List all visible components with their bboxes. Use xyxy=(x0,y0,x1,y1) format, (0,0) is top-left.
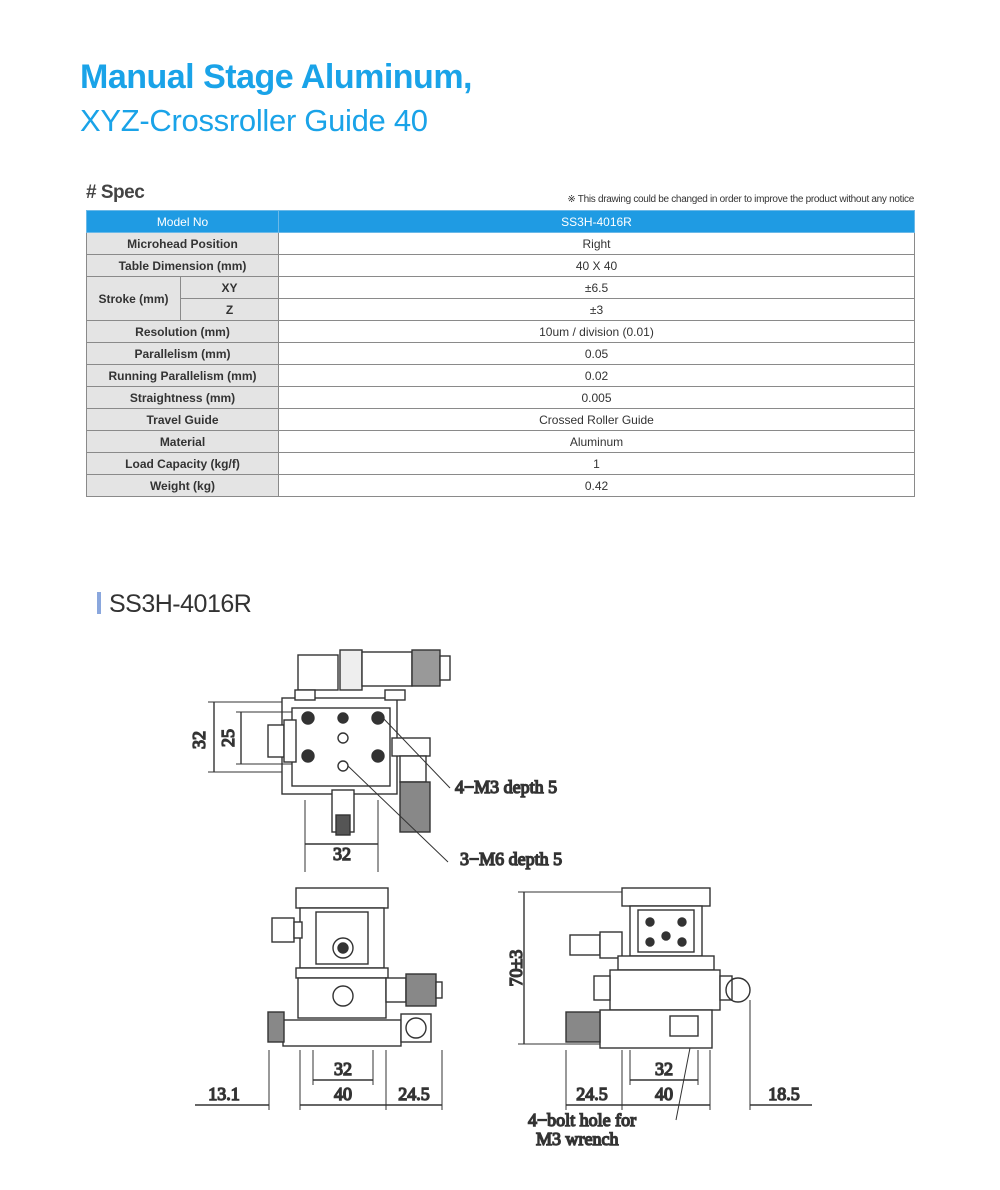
table-row xyxy=(87,343,915,365)
notice-text: ※ This drawing could be changed in order to improve the product without any notice xyxy=(567,194,914,205)
top-dim-32-vertical: 32 xyxy=(189,731,209,749)
row-label: Table Dimension (mm) xyxy=(87,255,279,277)
row-label: Running Parallelism (mm) xyxy=(87,365,279,387)
top-view xyxy=(208,650,450,872)
row-sublabel: Z xyxy=(181,299,279,321)
top-dim-25-vertical: 25 xyxy=(218,729,238,747)
row-label: Material xyxy=(87,431,279,453)
row-sublabel: XY xyxy=(181,277,279,299)
side-dim-40: 40 xyxy=(655,1084,673,1104)
row-label: Load Capacity (kg/f) xyxy=(87,453,279,475)
model-heading xyxy=(97,590,251,619)
front-view xyxy=(195,888,442,1110)
page-title: Manual Stage Aluminum, xyxy=(80,58,473,96)
table-row xyxy=(87,387,915,409)
table-row xyxy=(87,211,915,233)
row-value: Crossed Roller Guide xyxy=(279,409,915,431)
header-value: SS3H-4016R xyxy=(279,211,915,233)
page-subtitle: XYZ-Crossroller Guide 40 xyxy=(80,103,428,138)
front-dim-right: 24.5 xyxy=(398,1084,430,1104)
front-dim-left: 13.1 xyxy=(208,1084,240,1104)
row-label: Microhead Position xyxy=(87,233,279,255)
row-value: ±3 xyxy=(279,299,915,321)
table-row xyxy=(87,431,915,453)
row-label: Parallelism (mm) xyxy=(87,343,279,365)
table-row xyxy=(87,409,915,431)
front-dim-32: 32 xyxy=(334,1059,352,1079)
table-row xyxy=(87,277,915,299)
table-row xyxy=(87,475,915,497)
note-bolt-hole-line1: 4−bolt hole for xyxy=(528,1110,637,1130)
table-row xyxy=(87,233,915,255)
row-value: 0.05 xyxy=(279,343,915,365)
model-heading-text: SS3H-4016R xyxy=(109,590,252,618)
spec-table xyxy=(86,210,915,497)
row-value: 0.02 xyxy=(279,365,915,387)
note-m3-depth: 4−M3 depth 5 xyxy=(455,777,558,797)
table-row xyxy=(87,365,915,387)
table-row xyxy=(87,299,915,321)
side-dim-right: 18.5 xyxy=(768,1084,800,1104)
row-value: 0.005 xyxy=(279,387,915,409)
side-dim-32: 32 xyxy=(655,1059,673,1079)
front-dim-40: 40 xyxy=(334,1084,352,1104)
table-row xyxy=(87,321,915,343)
heading-bar-icon xyxy=(97,592,101,614)
row-label: Straightness (mm) xyxy=(87,387,279,409)
row-value: 10um / division (0.01) xyxy=(279,321,915,343)
row-value: 0.42 xyxy=(279,475,915,497)
row-value: ±6.5 xyxy=(279,277,915,299)
row-value: 40 X 40 xyxy=(279,255,915,277)
note-bolt-hole-line2: M3 wrench xyxy=(536,1129,619,1149)
row-value: Aluminum xyxy=(279,431,915,453)
header-label: Model No xyxy=(87,211,279,233)
side-dim-height: 70±3 xyxy=(506,949,526,987)
row-value: Right xyxy=(279,233,915,255)
table-row xyxy=(87,255,915,277)
row-label: Weight (kg) xyxy=(87,475,279,497)
side-dim-left: 24.5 xyxy=(576,1084,608,1104)
top-dim-32-horizontal: 32 xyxy=(333,844,351,864)
technical-drawing xyxy=(0,640,1000,1160)
row-label: Stroke (mm) xyxy=(87,277,181,321)
row-value: 1 xyxy=(279,453,915,475)
table-row xyxy=(87,453,915,475)
note-m6-depth: 3−M6 depth 5 xyxy=(460,849,563,869)
spec-heading: # Spec xyxy=(86,182,145,203)
row-label: Resolution (mm) xyxy=(87,321,279,343)
row-label: Travel Guide xyxy=(87,409,279,431)
